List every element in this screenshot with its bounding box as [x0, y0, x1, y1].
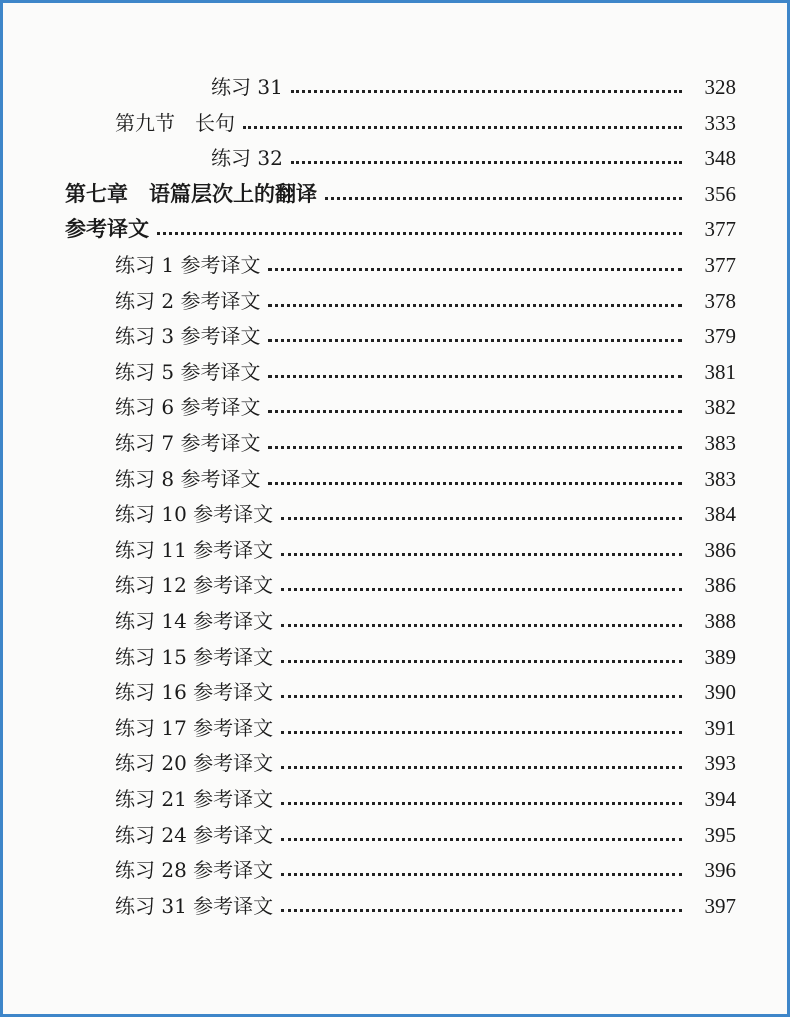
toc-entry	[211, 65, 736, 99]
toc-page-number: 396	[704, 858, 736, 882]
dot-leader	[157, 232, 682, 235]
toc-page-number: 328	[704, 75, 736, 99]
dot-leader	[281, 838, 682, 841]
toc-entry	[115, 741, 736, 775]
toc-page-number: 390	[704, 680, 736, 704]
toc-entry	[115, 279, 736, 313]
toc-entry-title: 练习 15 参考译文	[115, 645, 274, 669]
toc-entry	[115, 350, 736, 384]
toc-entry-title: 练习 32	[211, 146, 283, 170]
toc-entry-title: 练习 21 参考译文	[115, 787, 274, 811]
dot-leader	[281, 731, 682, 734]
toc-page-number: 379	[704, 324, 736, 348]
toc-entry-title: 练习 16 参考译文	[115, 680, 274, 704]
toc-entry	[115, 314, 736, 348]
toc-page-number: 395	[704, 823, 736, 847]
toc-entry	[115, 635, 736, 669]
dot-leader	[281, 588, 682, 591]
toc-entry	[115, 670, 736, 704]
toc-entry	[115, 563, 736, 597]
toc-page-number: 356	[704, 182, 736, 206]
dot-leader	[268, 482, 682, 485]
dot-leader	[281, 766, 682, 769]
toc-entry	[115, 101, 736, 135]
toc-page-number: 397	[704, 894, 736, 918]
dot-leader	[281, 517, 682, 520]
toc-entry-title: 第七章 语篇层次上的翻译	[65, 182, 317, 206]
dot-leader	[291, 161, 682, 164]
toc-entry	[211, 136, 736, 170]
toc-entry-title: 练习 12 参考译文	[115, 573, 274, 597]
toc-page-number: 394	[704, 787, 736, 811]
toc-page-number: 386	[704, 573, 736, 597]
toc-entry-title: 练习 24 参考译文	[115, 823, 274, 847]
toc-entry-title: 练习 10 参考译文	[115, 502, 274, 526]
toc-page-number: 348	[704, 146, 736, 170]
dot-leader	[243, 126, 682, 129]
toc-page-number: 377	[704, 217, 736, 241]
toc-page-number: 384	[704, 502, 736, 526]
toc-page-number: 382	[704, 395, 736, 419]
toc-entry-title: 练习 31	[211, 75, 283, 99]
toc-page-number: 391	[704, 716, 736, 740]
toc-page-number: 378	[704, 289, 736, 313]
toc-page-number: 388	[704, 609, 736, 633]
toc-entry	[115, 884, 736, 918]
dot-leader	[268, 268, 682, 271]
toc-entry-title: 练习 5 参考译文	[115, 360, 261, 384]
toc-entry	[115, 421, 736, 455]
dot-leader	[325, 197, 682, 200]
dot-leader	[281, 909, 682, 912]
toc-entry	[115, 243, 736, 277]
toc-entry-title: 练习 8 参考译文	[115, 467, 261, 491]
dot-leader	[281, 802, 682, 805]
dot-leader	[291, 90, 682, 93]
toc-page-number: 393	[704, 751, 736, 775]
dot-leader	[281, 873, 682, 876]
toc-entry-title: 练习 7 参考译文	[115, 431, 261, 455]
toc-entry	[65, 172, 736, 206]
dot-leader	[268, 339, 682, 342]
dot-leader	[281, 553, 682, 556]
toc-entry	[115, 813, 736, 847]
dot-leader	[281, 695, 682, 698]
toc-page-number: 381	[704, 360, 736, 384]
dot-leader	[268, 375, 682, 378]
toc-entry-title: 练习 17 参考译文	[115, 716, 274, 740]
toc-page-number: 383	[704, 467, 736, 491]
toc-entry	[65, 207, 736, 241]
dot-leader	[281, 624, 682, 627]
toc-page-number: 333	[704, 111, 736, 135]
dot-leader	[268, 410, 682, 413]
toc-entry	[115, 492, 736, 526]
toc-entry-title: 练习 6 参考译文	[115, 395, 261, 419]
toc-entry	[115, 848, 736, 882]
toc-entry	[115, 777, 736, 811]
toc-page-number: 377	[704, 253, 736, 277]
dot-leader	[268, 446, 682, 449]
toc-page-number: 386	[704, 538, 736, 562]
toc-entry-title: 练习 3 参考译文	[115, 324, 261, 348]
toc-page-number: 389	[704, 645, 736, 669]
toc-page-number: 383	[704, 431, 736, 455]
toc-entry	[115, 599, 736, 633]
toc-entry-title: 练习 20 参考译文	[115, 751, 274, 775]
dot-leader	[281, 660, 682, 663]
toc-entry	[115, 385, 736, 419]
toc-entry	[115, 528, 736, 562]
toc-entry-title: 练习 11 参考译文	[115, 538, 274, 562]
toc-entry-title: 练习 1 参考译文	[115, 253, 261, 277]
toc-entry	[115, 706, 736, 740]
toc-entry-title: 参考译文	[65, 217, 149, 241]
toc-entry-title: 练习 14 参考译文	[115, 609, 274, 633]
toc-entry-title: 练习 28 参考译文	[115, 858, 274, 882]
toc-entry	[115, 457, 736, 491]
toc-entry-title: 第九节 长句	[115, 111, 235, 135]
toc-entry-title: 练习 31 参考译文	[115, 894, 274, 918]
dot-leader	[268, 304, 682, 307]
toc-entry-title: 练习 2 参考译文	[115, 289, 261, 313]
